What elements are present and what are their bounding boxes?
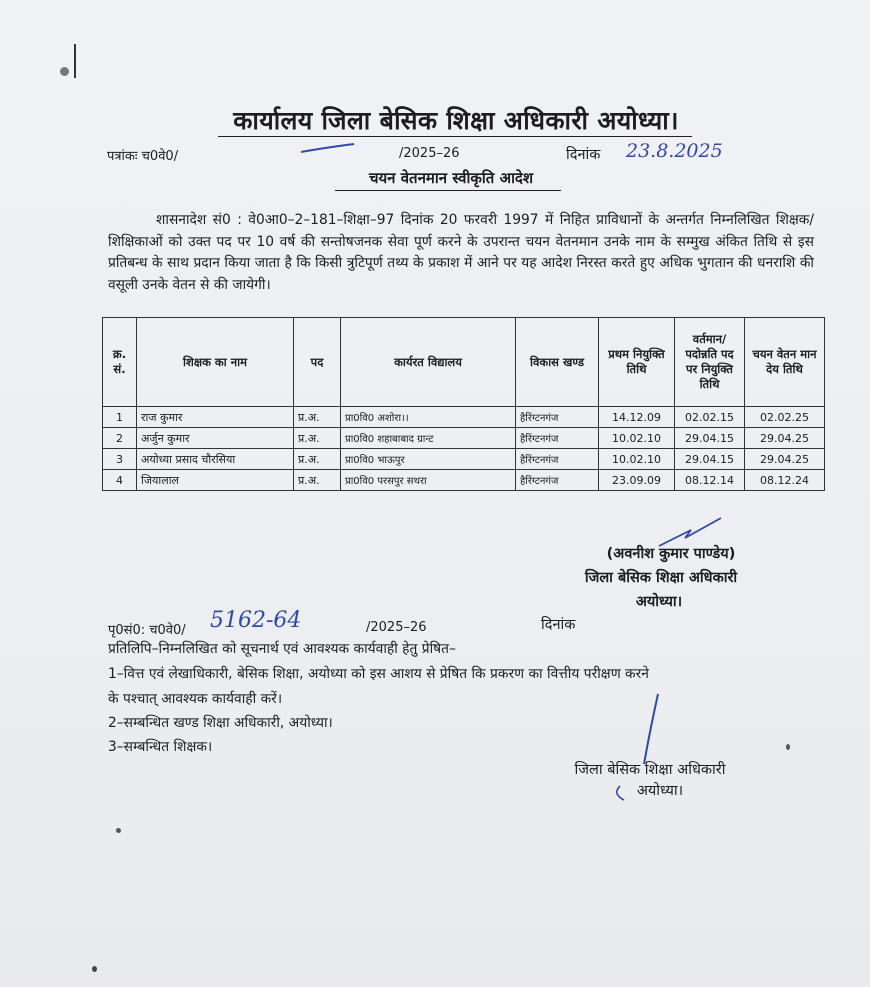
cell-sno: 3 xyxy=(103,449,137,470)
signatory-2-place: अयोध्या। xyxy=(636,783,684,799)
copy-list-intro: प्रतिलिपि–निम्नलिखित को सूचनार्थ एवं आवश्यक कार्यवाही हेतु प्रेषित– xyxy=(108,641,456,657)
office-title: कार्यालय जिला बेसिक शिक्षा अधिकारी अयोध्या। xyxy=(233,106,679,135)
punch-mark xyxy=(60,67,69,76)
table-row xyxy=(103,449,825,470)
stray-mark xyxy=(92,966,97,972)
cell-selection-date: 02.02.25 xyxy=(745,407,825,428)
header-school: कार्यरत विद्यालय xyxy=(341,318,516,407)
header-current-appointment: वर्तमान/ पदोन्नति पद पर नियुक्ति तिथि xyxy=(675,318,745,407)
signatory-2-designation: जिला बेसिक शिक्षा अधिकारी xyxy=(574,762,726,778)
cell-current-appointment: 29.04.15 xyxy=(675,449,745,470)
copy-item-2: 2–सम्बन्धित खण्ड शिक्षा अधिकारी, अयोध्या। xyxy=(108,715,333,731)
header-name: शिक्षक का नाम xyxy=(137,318,294,407)
table-row xyxy=(103,428,825,449)
cell-school: प्रा0वि0 शहाबाबाद ग्रान्ट xyxy=(341,428,516,449)
cell-post: प्र.अ. xyxy=(294,407,341,428)
cell-name: अयोध्या प्रसाद चौरसिया xyxy=(137,449,294,470)
office-title-underline xyxy=(218,136,692,137)
endorsement-ref-label: पृ0सं0: च0वे0/ xyxy=(108,623,186,638)
cell-block: हैरिंग्टनगंज xyxy=(516,449,599,470)
table-header-row xyxy=(103,318,825,407)
header-sno: क्र. सं. xyxy=(103,318,137,407)
letter-ref-year: /2025–26 xyxy=(399,146,460,161)
signatory-name: (अवनीश कुमार पाण्डेय) xyxy=(606,546,736,562)
cell-sno: 4 xyxy=(103,470,137,491)
copy-item-1-line-1: 1–वित्त एवं लेखाधिकारी, बेसिक शिक्षा, अयोध्या को इस आशय से प्रेषित कि प्रकरण का वित्तीय परीक्षण करने xyxy=(108,666,649,682)
cell-school: प्रा0वि0 भाऊपुर xyxy=(341,449,516,470)
cell-selection-date: 29.04.25 xyxy=(745,428,825,449)
subject-underline xyxy=(335,190,561,191)
order-body-paragraph: शासनादेश सं0 : वे0आ0–2–181–शिक्षा–97 दिनांक 20 फरवरी 1997 में निहित प्राविधानों के अन्तर्गत निम्नलिखित शिक्षक/शिक्षिकाओं को उक्त पद पर 10 वर्ष की सन्तोषजनक सेवा पूर्ण करने के उपरान्त चयन वेतनमान उनके नाम के सम्मुख अंकित तिथि से इस प्रतिबन्ध के साथ प्रदान किया जाता है कि किसी त्रुटिपूर्ण तथ्य के प्रकाश में आने पर यह आदेश निरस्त करते हुए अधिक भुगतान की धनराशि की वसूली उनके वेतन से की जायेगी। xyxy=(108,212,814,293)
cell-name: अर्जुन कुमार xyxy=(137,428,294,449)
cell-name: जियालाल xyxy=(137,470,294,491)
subject-heading: चयन वेतनमान स्वीकृति आदेश xyxy=(368,169,534,187)
cell-post: प्र.अ. xyxy=(294,428,341,449)
selection-pay-table xyxy=(102,317,825,491)
header-block: विकास खण्ड xyxy=(516,318,599,407)
cell-post: प्र.अ. xyxy=(294,470,341,491)
cell-first-appointment: 10.02.10 xyxy=(599,428,675,449)
ref-handwritten-stroke xyxy=(298,140,358,158)
cell-selection-date: 29.04.25 xyxy=(745,449,825,470)
header-post: पद xyxy=(294,318,341,407)
table-row xyxy=(103,407,825,428)
cell-current-appointment: 02.02.15 xyxy=(675,407,745,428)
cell-first-appointment: 14.12.09 xyxy=(599,407,675,428)
copy-item-3: 3–सम्बन्धित शिक्षक। xyxy=(108,739,213,755)
cell-first-appointment: 10.02.10 xyxy=(599,449,675,470)
cell-current-appointment: 08.12.14 xyxy=(675,470,745,491)
cell-block: हैरिंग्टनगंज xyxy=(516,407,599,428)
cell-block: हैरिंग्टनगंज xyxy=(516,470,599,491)
header-selection-date: चयन वेतन मान देय तिथि xyxy=(745,318,825,407)
stray-mark xyxy=(786,744,790,750)
signatory-place: अयोध्या। xyxy=(635,594,683,610)
endorsement-date-label: दिनांक xyxy=(541,617,576,633)
cell-selection-date: 08.12.24 xyxy=(745,470,825,491)
copy-item-1-line-2: के पश्चात् आवश्यक कार्यवाही करें। xyxy=(108,691,283,707)
cell-school: प्रा0वि0 परसपुर सथरा xyxy=(341,470,516,491)
endorsement-ref-year: /2025–26 xyxy=(366,620,427,635)
cell-name: राज कुमार xyxy=(137,407,294,428)
cell-block: हैरिंग्टनगंज xyxy=(516,428,599,449)
cell-current-appointment: 29.04.15 xyxy=(675,428,745,449)
letter-date-handwritten: 23.8.2025 xyxy=(626,140,723,162)
endorsement-ref-handwritten: 5162-64 xyxy=(210,608,302,633)
header-first-appointment: प्रथम नियुक्ति तिथि xyxy=(599,318,675,407)
cell-sno: 2 xyxy=(103,428,137,449)
stray-mark xyxy=(116,828,121,833)
cell-post: प्र.अ. xyxy=(294,449,341,470)
cell-first-appointment: 23.09.09 xyxy=(599,470,675,491)
cell-sno: 1 xyxy=(103,407,137,428)
cell-school: प्रा0वि0 अशोरा।। xyxy=(341,407,516,428)
signatory-designation: जिला बेसिक शिक्षा अधिकारी xyxy=(584,570,738,586)
letter-ref-label: पत्रांकः च0वे0/ xyxy=(107,149,179,164)
table-row xyxy=(103,470,825,491)
letter-date-label: दिनांक xyxy=(566,147,601,163)
margin-mark xyxy=(74,44,76,78)
